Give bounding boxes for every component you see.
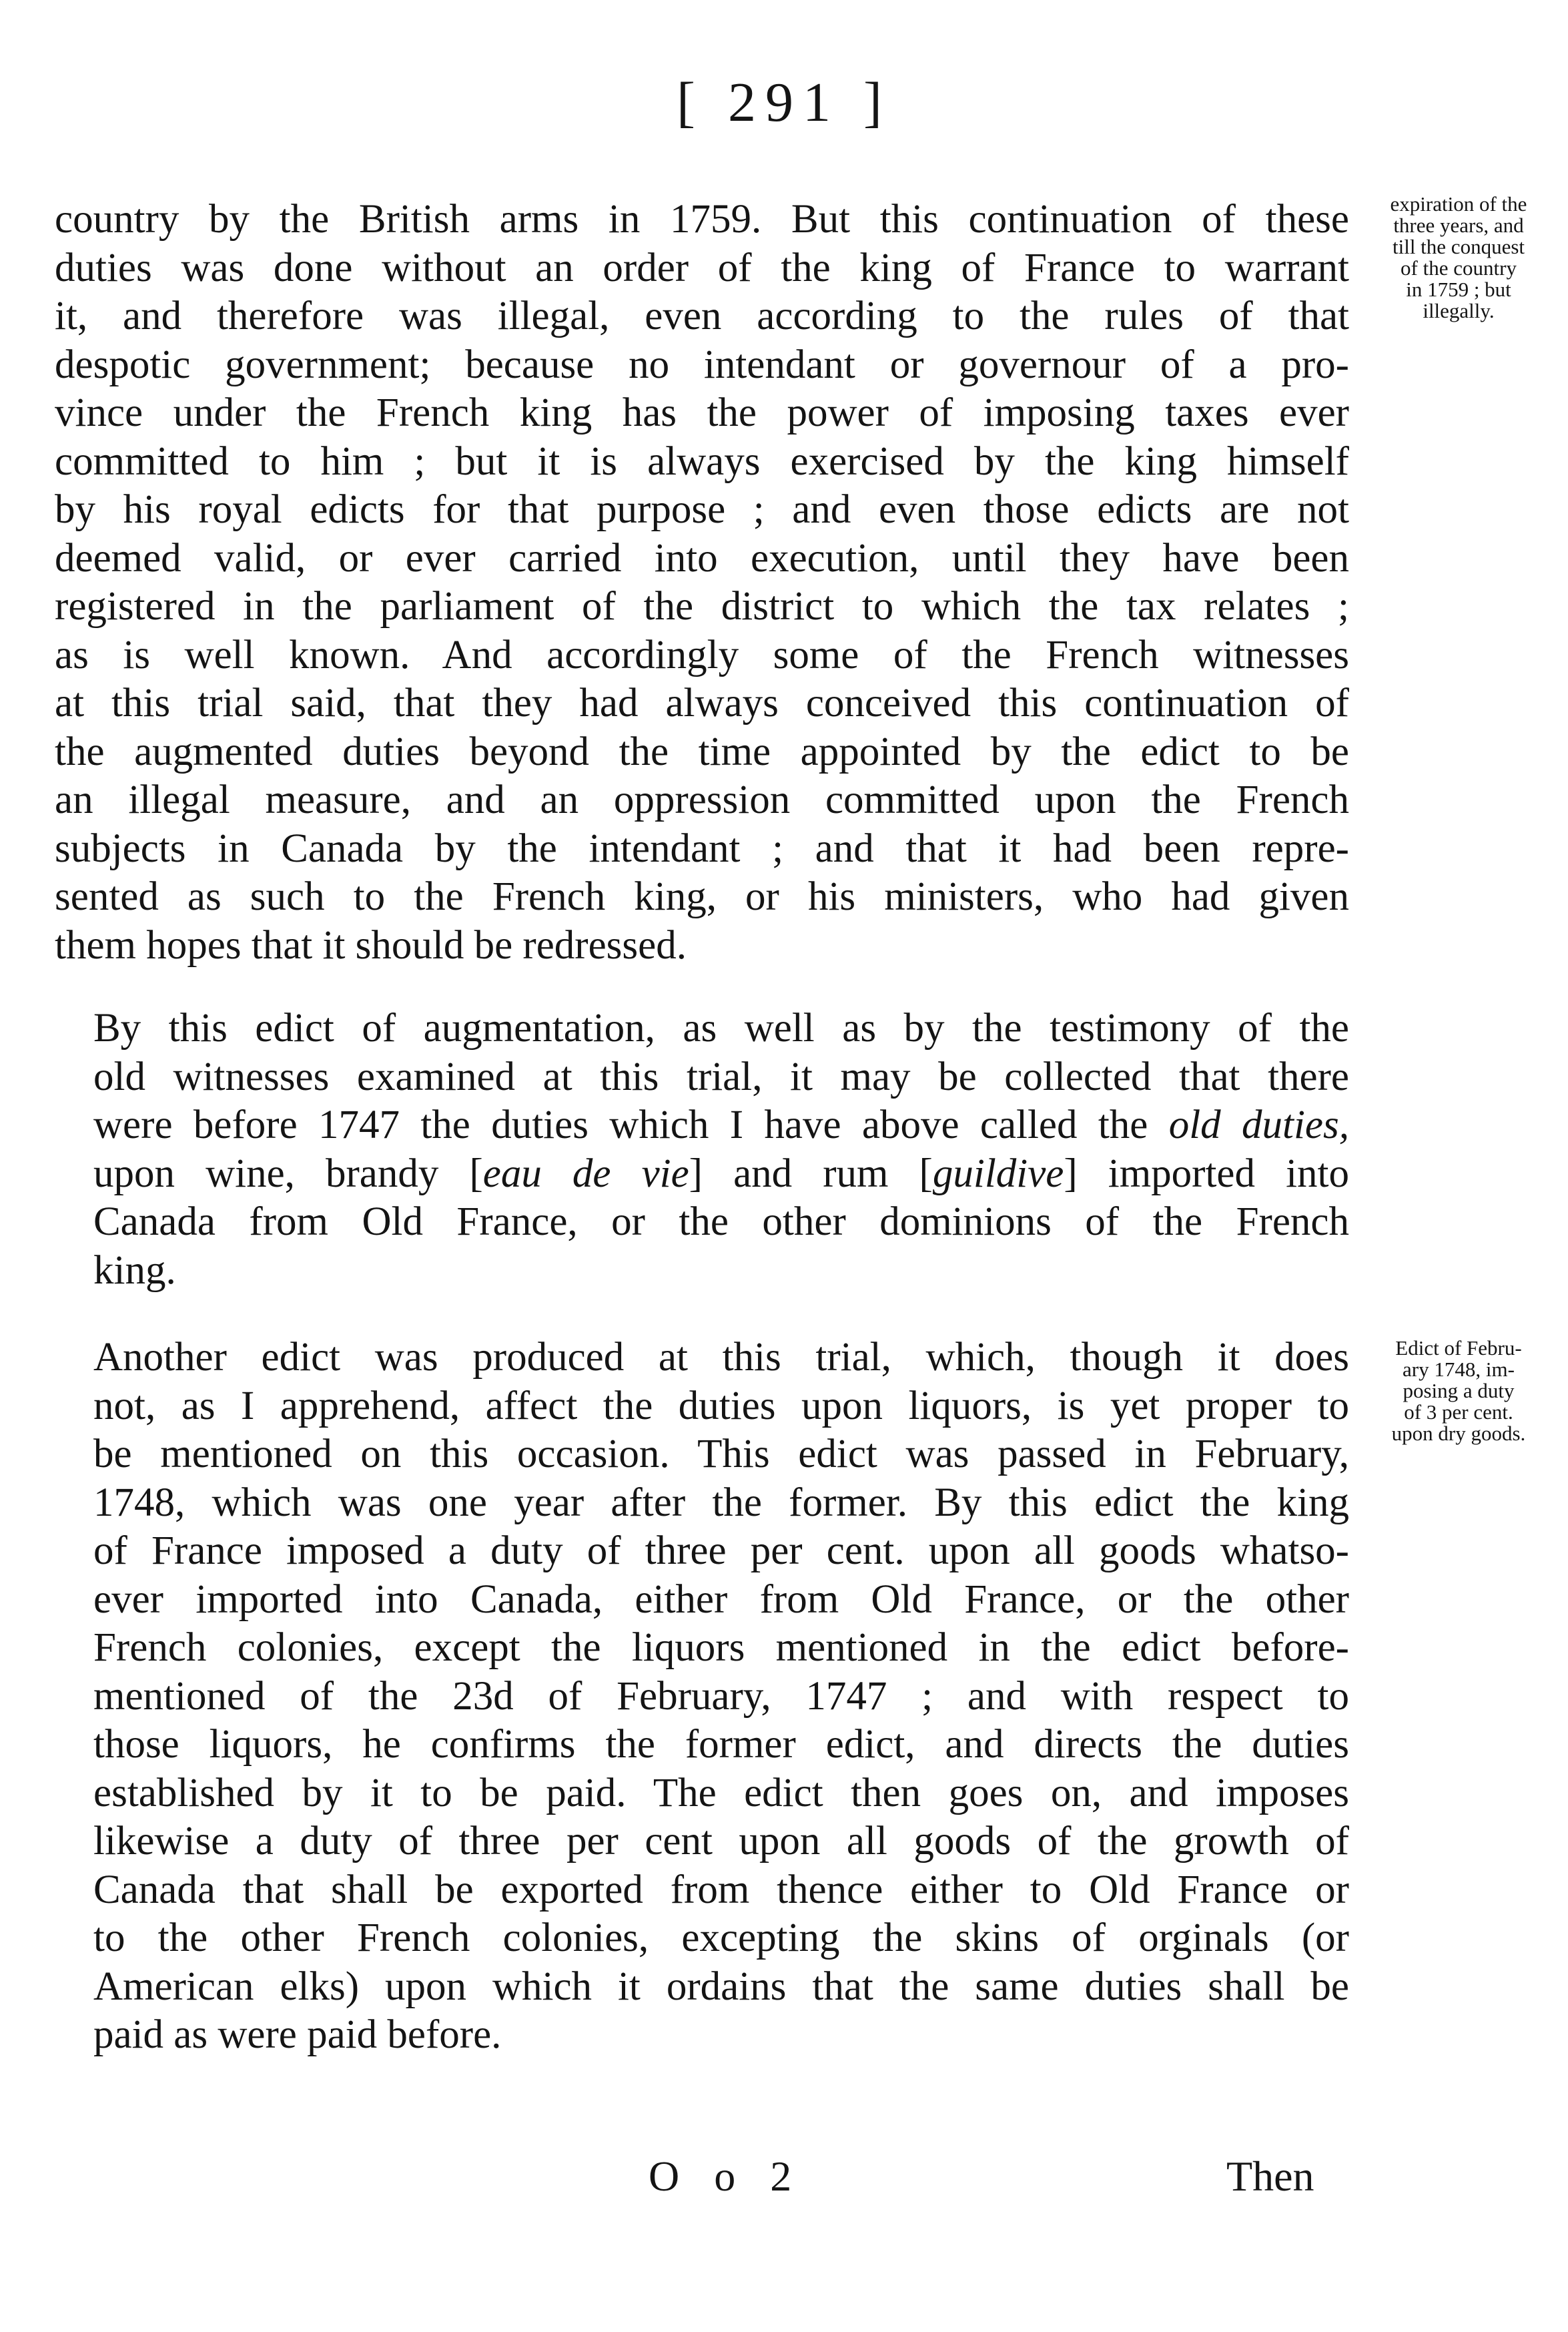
text-line: Canada from Old France, or the other dominions of the French: [93, 1199, 1349, 1244]
margin-note-line: posing a duty: [1403, 1379, 1515, 1402]
text-line: king.: [93, 1247, 176, 1293]
margin-note-line: in 1759 ; but: [1406, 278, 1511, 301]
text-line: as is well known. And accordingly some of the French witnesses: [55, 632, 1349, 677]
margin-note-line: till the conquest: [1392, 235, 1525, 258]
margin-note-line: Edict of Febru-: [1395, 1336, 1522, 1360]
italic-term: guildive: [932, 1151, 1064, 1196]
text-run: were before 1747 the duties which I have above called the: [93, 1103, 1148, 1147]
paragraph-1: [55, 196, 1349, 970]
text-line: Canada that shall be exported from thence either to Old France or: [93, 1867, 1349, 1912]
text-line: paid as were paid before.: [93, 2012, 502, 2057]
text-line: By this edict of augmentation, as well as by the testimony of the: [93, 1006, 1349, 1051]
text-line: American elks) upon which it ordains that the same duties shall be: [93, 1964, 1349, 2009]
signature-mark: O o 2: [649, 2152, 804, 2200]
text-line-with-italic: [55, 1101, 1349, 1150]
margin-note-line: ary 1748, im-: [1403, 1358, 1515, 1381]
text-line: old witnesses examined at this trial, it may be collected that there: [93, 1054, 1349, 1099]
margin-note-line: three years, and: [1393, 214, 1524, 237]
margin-note-line: upon dry goods.: [1391, 1422, 1526, 1445]
text-line: sented as such to the French king, or his ministers, who had given: [55, 874, 1349, 919]
text-line: be mentioned on this occasion. This edict was passed in February,: [93, 1432, 1349, 1476]
italic-term: eau de vie: [482, 1151, 689, 1196]
margin-note-line: of 3 per cent.: [1404, 1400, 1513, 1424]
text-line: not, as I apprehend, affect the duties upon liquors, is yet proper to: [93, 1383, 1349, 1428]
text-line: deemed valid, or ever carried into execution, until they have been: [55, 535, 1349, 581]
paragraph-3: [55, 1334, 1349, 2060]
text-line: to the other French colonies, excepting the skins of orginals (or: [93, 1916, 1349, 1960]
text-run: ] imported into: [1064, 1151, 1349, 1196]
text-line: of France imposed a duty of three per cent. upon all goods whatso-: [93, 1528, 1349, 1573]
text-line: Another edict was produced at this trial, which, though it does: [93, 1335, 1349, 1380]
text-line: mentioned of the 23d of February, 1747 ; and with respect to: [93, 1673, 1349, 1719]
margin-note-expiration: [1358, 194, 1559, 322]
paragraph-2: [55, 1004, 1349, 1295]
text-line: committed to him ; but it is always exercised by the king himself: [55, 439, 1349, 484]
text-line: despotic government; because no intendant or governour of a pro-: [55, 342, 1349, 387]
margin-note-line: expiration of the: [1390, 192, 1527, 216]
text-line-with-italic: [55, 1150, 1349, 1199]
text-line: subjects in Canada by the intendant ; and that it had been repre-: [55, 826, 1349, 871]
text-line: 1748, which was one year after the former. By this edict the king: [93, 1480, 1349, 1525]
text-line: by his royal edicts for that purpose ; and even those edicts are not: [55, 487, 1349, 532]
margin-note-edict-1748: [1358, 1338, 1559, 1444]
text-line: French colonies, except the liquors mentioned in the edict before-: [93, 1625, 1349, 1670]
margin-note-line: of the country: [1401, 256, 1517, 280]
text-line: those liquors, he confirms the former edict, and directs the duties: [93, 1722, 1349, 1767]
text-line: established by it to be paid. The edict then goes on, and imposes: [93, 1770, 1349, 1815]
page-number-header: [ 291 ]: [677, 71, 891, 133]
text-line: it, and therefore was illegal, even according to the rules of that: [55, 294, 1349, 338]
italic-term: old duties,: [1168, 1103, 1349, 1147]
margin-note-line: illegally.: [1423, 299, 1495, 322]
text-run: ] and rum [: [689, 1151, 933, 1196]
text-line: an illegal measure, and an oppression committed upon the French: [55, 778, 1349, 822]
catchword: Then: [1226, 2152, 1314, 2200]
text-line: vince under the French king has the power of imposing taxes ever: [55, 390, 1349, 435]
text-line: country by the British arms in 1759. But this continuation of these: [55, 197, 1349, 242]
text-line: likewise a duty of three per cent upon all goods of the growth of: [93, 1819, 1349, 1863]
text-line: ever imported into Canada, either from Old France, or the other: [93, 1576, 1349, 1622]
text-line: at this trial said, that they had always conceived this continuation of: [55, 681, 1349, 725]
text-line: registered in the parliament of the district to which the tax relates ;: [55, 584, 1349, 629]
text-line: them hopes that it should be redressed.: [55, 922, 687, 968]
text-line: the augmented duties beyond the time appointed by the edict to be: [55, 729, 1349, 774]
text-run: upon wine, brandy [: [93, 1151, 483, 1196]
text-line: duties was done without an order of the king of France to warrant: [55, 245, 1349, 290]
